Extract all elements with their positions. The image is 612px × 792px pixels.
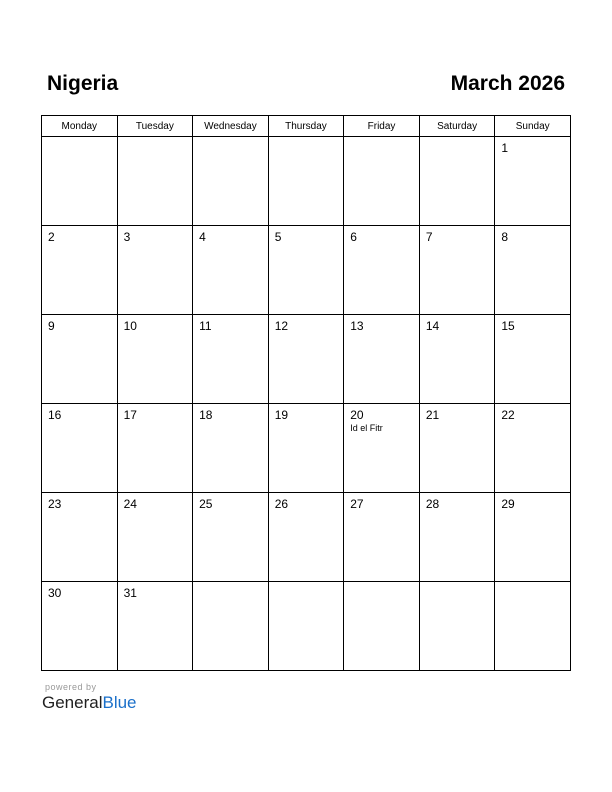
- day-number: 19: [274, 408, 289, 422]
- day-cell: [419, 137, 495, 226]
- day-cell: [117, 226, 193, 315]
- day-cell: [117, 315, 193, 404]
- day-number: 11: [199, 319, 212, 333]
- week-row: [42, 137, 571, 226]
- day-cell: [419, 493, 495, 582]
- day-number: 20: [350, 408, 364, 422]
- weekday-header: Thursday: [268, 116, 344, 137]
- day-cell: [495, 582, 571, 671]
- day-number: 1: [501, 141, 509, 155]
- day-cell: [344, 137, 420, 226]
- day-number: [269, 582, 344, 586]
- day-cell: [268, 226, 344, 315]
- month-title: March 2026: [450, 72, 565, 95]
- day-cell: [268, 582, 344, 671]
- day-number: [118, 137, 193, 141]
- brand-blue: Blue: [102, 693, 137, 712]
- day-cell: [193, 315, 269, 404]
- day-cell: [117, 137, 193, 226]
- day-cell: [117, 404, 193, 493]
- weekday-header: Saturday: [419, 116, 495, 137]
- day-number: 22: [501, 408, 515, 422]
- day-number: 23: [48, 497, 62, 511]
- day-cell: [419, 582, 495, 671]
- week-row: [42, 315, 571, 404]
- weekday-header-row: [42, 116, 571, 137]
- day-number: [344, 137, 419, 141]
- day-cell: [495, 226, 571, 315]
- day-number: 8: [501, 230, 509, 244]
- day-cell: [42, 493, 118, 582]
- weekday-header: Wednesday: [193, 116, 269, 137]
- week-row: [42, 226, 571, 315]
- weekday-header: Monday: [42, 116, 118, 137]
- day-cell: [344, 226, 420, 315]
- day-cell: [268, 315, 344, 404]
- day-cell: [495, 493, 571, 582]
- day-number: 29: [501, 497, 515, 511]
- day-cell: [495, 315, 571, 404]
- day-number: 10: [123, 319, 137, 333]
- day-number: [420, 582, 495, 586]
- day-number: 16: [48, 408, 62, 422]
- day-number: [495, 582, 570, 586]
- day-cell: [495, 137, 571, 226]
- day-cell: [193, 226, 269, 315]
- day-number: 3: [123, 230, 131, 244]
- day-cell: [117, 582, 193, 671]
- holiday-label: Id el Fitr: [350, 423, 383, 433]
- day-cell: [268, 137, 344, 226]
- day-cell-holiday: [344, 404, 420, 493]
- weekday-header: Tuesday: [117, 116, 193, 137]
- day-number: 18: [199, 408, 213, 422]
- day-cell: [193, 137, 269, 226]
- day-number: 14: [425, 319, 440, 333]
- day-number: [42, 137, 117, 141]
- day-cell: [42, 582, 118, 671]
- day-number: 17: [123, 408, 137, 422]
- week-row: [42, 404, 571, 493]
- day-cell: [495, 404, 571, 493]
- day-number: 13: [350, 319, 364, 333]
- day-number: [193, 137, 268, 141]
- brand-logo[interactable]: [42, 693, 137, 713]
- day-number: 21: [425, 408, 440, 422]
- day-number: [193, 582, 268, 586]
- day-cell: [419, 226, 495, 315]
- day-number: 28: [425, 497, 440, 511]
- day-cell: [344, 582, 420, 671]
- day-number: 6: [350, 230, 357, 244]
- day-number: 15: [501, 319, 515, 333]
- day-cell: [344, 493, 420, 582]
- day-cell: [193, 404, 269, 493]
- day-number: 24: [123, 497, 137, 511]
- day-cell: [42, 404, 118, 493]
- day-cell: [268, 404, 344, 493]
- day-number: [344, 582, 419, 586]
- day-number: 30: [48, 586, 62, 600]
- day-number: 9: [48, 319, 55, 333]
- day-number: 5: [274, 230, 282, 244]
- day-cell: [419, 404, 495, 493]
- day-cell: [42, 315, 118, 404]
- day-cell: [419, 315, 495, 404]
- weekday-header: Friday: [344, 116, 420, 137]
- powered-by-label: powered by: [45, 682, 97, 692]
- week-row: [42, 582, 571, 671]
- brand-general: General: [42, 693, 103, 712]
- calendar-grid: [41, 115, 571, 671]
- day-number: 25: [199, 497, 213, 511]
- day-cell: [268, 493, 344, 582]
- day-number: 2: [48, 230, 55, 244]
- day-number: [269, 137, 344, 141]
- weekday-header: Sunday: [495, 116, 571, 137]
- day-number: [420, 137, 495, 141]
- day-number: 7: [425, 230, 433, 244]
- day-number: 27: [350, 497, 364, 511]
- week-row: [42, 493, 571, 582]
- day-number: 26: [274, 497, 289, 511]
- day-cell: [344, 315, 420, 404]
- day-cell: [42, 226, 118, 315]
- day-number: 12: [274, 319, 289, 333]
- day-cell: [193, 493, 269, 582]
- day-cell: [117, 493, 193, 582]
- day-cell: [193, 582, 269, 671]
- day-number: 4: [199, 230, 206, 244]
- day-number: 31: [123, 586, 137, 600]
- country-title: Nigeria: [47, 72, 119, 95]
- day-cell: [42, 137, 118, 226]
